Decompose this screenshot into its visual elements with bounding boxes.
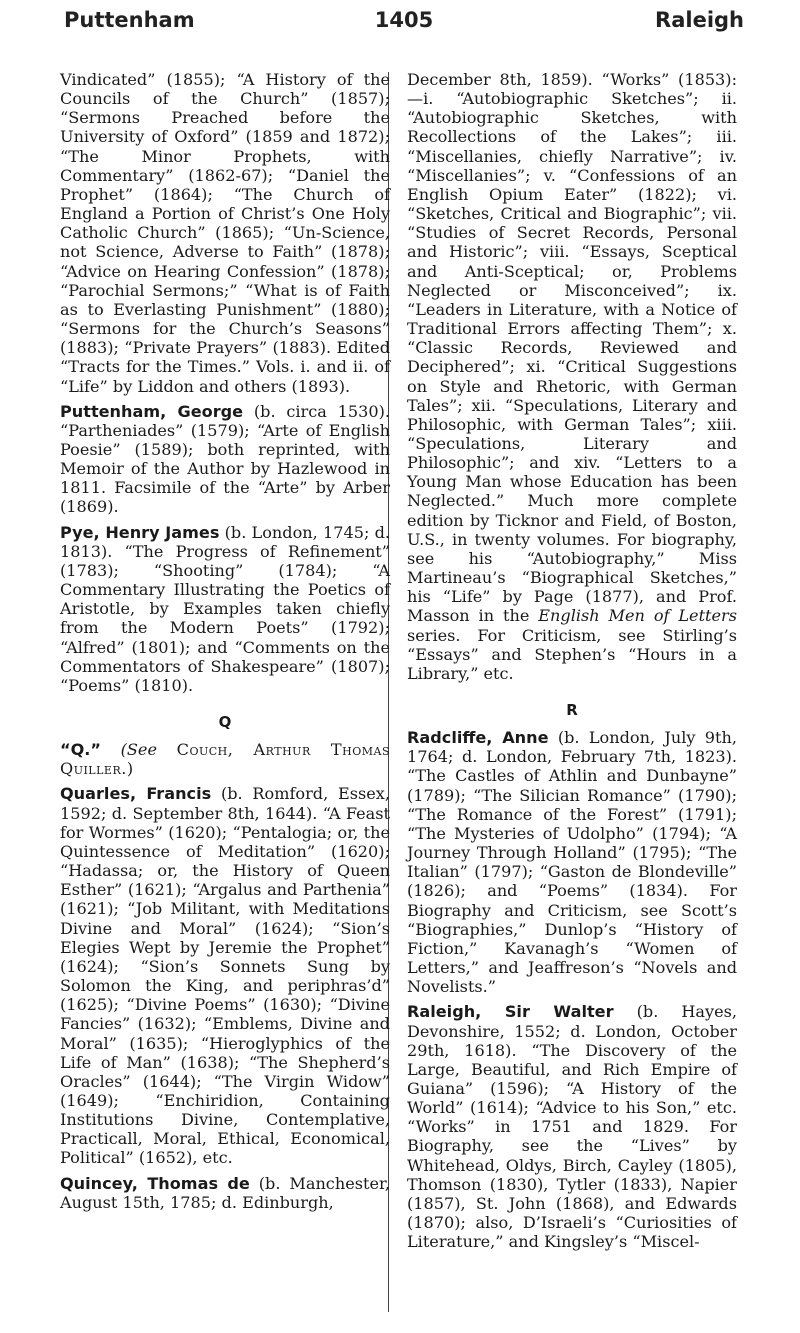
header-left-name: Puttenham [64,8,195,32]
see-reference: (See [120,740,157,760]
entry-q [60,740,390,778]
entry-raleigh [407,1002,737,1251]
series-title: English Men of Letters [538,606,737,626]
continued-entry-quincey [407,70,737,683]
entry-name: Raleigh, Sir Walter [407,1002,614,1022]
entry-pye [60,523,390,695]
entry-name: “Q.” [60,740,101,760]
entry-text-end: series. For Criticism, see Stirling’s “Essays” and Stephen’s “Hours in a Library,” etc. [407,625,737,683]
entry-name: Pye, Henry James [60,522,220,542]
header-right-name: Raleigh [655,8,744,32]
running-header [64,8,744,38]
entry-text: (b. Romford, Essex, 1592; d. September 8th, 1644). “A Feast for Wormes” (1620); “Pentalogia; or, the Quintessence of Meditation” (1620); “Hadassa; or, the History of Queen Esther” (1621); “Argalus and Parthenia” (1621); “Job Militant, with Meditations Divine and Moral” (1624); “Sion’s Elegies Wept by Jeremie the Prophet” (1624); “Sion’s Sonnets Sung by Solomon the King, and periphras’d” (1625); “Divine Poems” (1630); “Divine Fancies” (1632); “Emblems, Divine and Moral” (1635); “Hieroglyphics of the Life of Man” (1638); “The Shepherd’s Oracles” (1644); “The Virgin Widow” (1649); “Enchiridion, Containing Institutions Divine, Contemplative, Practicall, Moral, Ethical, Economical, Political” (1652), etc. [60,784,390,1168]
entry-text: (b. Manchester, August 15th, 1785; d. Edinburgh, [60,1173,391,1212]
entry-radcliffe [407,728,737,996]
section-letter-q: Q [218,713,232,731]
entry-name: Quincey, Thomas de [60,1173,250,1193]
entry-puttenham [60,402,390,517]
entry-text: (b. London, July 9th, 1764; d. London, February 7th, 1823). “The Castles of Athlin and Dunbayne” (1789); “The Silician Romance” (1790); “The Romance of the Forest” (1791); “The Mysteries of Udolpho” (1794); “A Journey Through Holland” (1795); “The Italian” (1797); “Gaston de Blondeville” (1826); and “Poems” (1834). For Biography and Criticism, see Scott’s “Biographies,” Dunlop’s “History of Fiction,” Kavanagh’s “Women of Letters,” and Jeaffreson’s “Novels and Novelists.” [407,728,737,997]
left-column [60,70,390,1218]
entry-text: (b. circa 1530). “Partheniades” (1579); “Arte of English Poesie” (1589); both reprinted, with Memoir of the Author by Hazlewood in 1811. Facsimile of the “Arte” by Arber (1869). [60,401,390,517]
entry-quarles [60,784,390,1167]
cross-reference: Couch, Arthur Thomas Quiller. [60,740,390,779]
entry-name: Quarles, Francis [60,784,212,804]
section-letter-r: R [566,701,578,719]
right-column [407,70,737,1257]
close-paren: ) [126,759,134,779]
page-number: 1405 [374,8,434,32]
entry-name: Radcliffe, Anne [407,728,549,748]
continued-entry-text: Vindicated” (1855); “A History of the Councils of the Church” (1857); “Sermons Preached before the University of Oxford” (1859 and 1872); “The Minor Prophets, with Commentary” (1862-67); “Daniel the Prophet” (1864); “The Church of England a Portion of Christ’s One Holy Catholic Church” (1865); “Un-Science, not Science, Adverse to Faith” (1878); “Advice on Hearing Confession” (1878); “Parochial Sermons;” “What is of Faith as to Everlasting Punishment” (1880); “Sermons for the Church’s Seasons” (1883); “Private Prayers” (1883). Edited “Tracts for the Times.” Vols. i. and ii. of “Life” by Liddon and others (1893). [60,70,390,396]
entry-quincey [60,1174,390,1212]
entry-name: Puttenham, George [60,401,244,421]
entry-text: (b. London, 1745; d. 1813). “The Progress of Refinement” (1783); “Shooting” (1784); “A Commentary Illustrating the Poetics of Aristotle, by Examples taken chiefly from the Modern Poets” (1792); “Alfred” (1801); and “Comments on the Commentators of Shakespeare” (1807); “Poems” (1810). [60,522,391,695]
entry-text: (b. Hayes, Devonshire, 1552; d. London, October 29th, 1618). “The Discovery of the Large, Beautiful, and Rich Empire of Guiana” (1596); “A History of the World” (1614); “Advice to his Son,” etc. “Works” in 1751 and 1829. For Biography, see the “Lives” by Whitehead, Oldys, Birch, Cayley (1805), Thomson (1830), Tytler (1833), Napier (1857), St. John (1868), and Edwards (1870); also, D’Israeli’s “Curiosities of Literature,” and Kingsley’s “Miscel- [407,1002,737,1252]
entry-text: December 8th, 1859). “Works” (1853): —i. “Autobiographic Sketches”; ii. “Autobiographic Sketches, with Recollections of the Lakes”; iii. “Miscellanies, chiefly Narrative”; iv. “Miscellanies”; v. “Confessions of an English Opium Eater” (1822); vi. “Sketches, Critical and Biographic”; vii. “Studies of Secret Records, Personal and Historic”; viii. “Essays, Sceptical and Anti-Sceptical; or, Problems Neglected or Misconceived”; ix. “Leaders in Literature, with a Notice of Traditional Errors affecting Them”; x. “Classic Records, Reviewed and Deciphered”; xi. “Critical Suggestions on Style and Rhetoric, with German Tales”; xii. “Speculations, Literary and Philosophic, with German Tales”; xiii. “Speculations, Literary and Philosophic”; and xiv. “Letters to a Young Man whose Education has been Neglected.” Much more complete edition by Ticknor and Field, of Boston, U.S., in twenty volumes. For biography, see his “Autobiography,” Miss Martineau’s “Biographical Sketches,” his “Life” by Page (1877), and Prof. Masson in the [407,70,737,626]
